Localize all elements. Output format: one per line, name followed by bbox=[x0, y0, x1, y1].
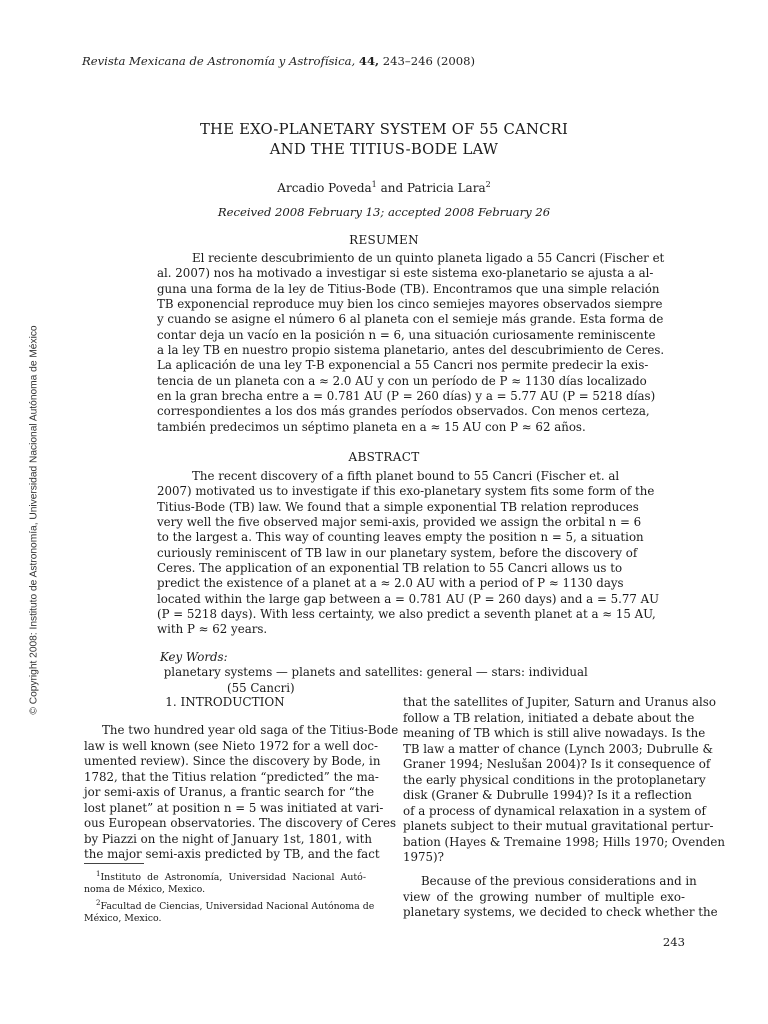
introduction-left-line: umented review). Since the discovery by Bode, in bbox=[84, 754, 381, 769]
resumen-line: contar deja un vacío en la posición n = 6, una situación curiosamente reminiscente bbox=[157, 327, 656, 342]
introduction-right-line: follow a TB relation, initiated a debate about the bbox=[403, 710, 695, 725]
introduction-right-column bbox=[403, 695, 725, 921]
abstract-body bbox=[157, 469, 660, 638]
resumen-line: correspondientes a los dos más grandes períodos observados. Con menos certeza, bbox=[157, 404, 650, 419]
abstract-line: curiously reminiscent of TB law in our planetary system, before the discovery of bbox=[157, 545, 638, 560]
footnote-1-line-2: noma de México, Mexico. bbox=[84, 884, 206, 896]
title-line-1: THE EXO-PLANETARY SYSTEM OF 55 CANCRI bbox=[199, 121, 568, 138]
keywords-label: Key Words: bbox=[160, 650, 228, 664]
journal-reference bbox=[82, 54, 475, 68]
introduction-right-line: that the satellites of Jupiter, Saturn and Uranus also bbox=[403, 695, 716, 709]
resumen-line: y cuando se asigne el número 6 al planeta con el semieje más grande. Esta forma de bbox=[157, 312, 664, 327]
keywords-line-2: (55 Cancri) bbox=[227, 680, 295, 695]
introduction-left-line: by Piazzi on the night of January 1st, 1801, with bbox=[84, 831, 372, 846]
introduction-right-line: TB law a matter of chance (Lynch 2003; Dubrulle & bbox=[403, 741, 714, 756]
paper-title bbox=[82, 120, 686, 160]
paragraph-gap bbox=[403, 866, 685, 874]
introduction-right-line: disk (Graner & Dubrulle 1994)? Is it a reflection bbox=[403, 788, 692, 803]
introduction-right-line: view of the growing number of multiple exo- bbox=[403, 889, 685, 904]
abstract-line: very well the five observed major semi-axis, provided we assign the orbital n = 6 bbox=[157, 515, 642, 530]
introduction-right-line: planetary systems, we decided to check whether the bbox=[403, 905, 718, 920]
page-number: 243 bbox=[662, 935, 685, 949]
resumen-line: guna una forma de la ley de Titius-Bode (TB). Encontramos que una simple relación bbox=[157, 281, 660, 296]
footnote-2-line-2: México, Mexico. bbox=[84, 913, 162, 925]
introduction-right-line: planets subject to their mutual gravitational pertur- bbox=[403, 819, 714, 834]
introduction-left-line: the major semi-axis predicted by TB, and the fact bbox=[84, 847, 380, 862]
resumen-line: también predecimos un séptimo planeta en a ≈ 15 AU con P ≈ 62 años. bbox=[157, 419, 586, 434]
introduction-left-line: law is well known (see Nieto 1972 for a well doc- bbox=[84, 738, 378, 753]
abstract-line: 2007) motivated us to investigate if this exo-planetary system fits some form of the bbox=[157, 484, 655, 499]
journal-volume: 44, bbox=[358, 54, 380, 68]
resumen-line: a la ley TB en nuestro propio sistema planetario, antes del descubrimiento de Ceres. bbox=[157, 343, 665, 358]
introduction-right-line: meaning of TB which is still alive nowadays. Is the bbox=[403, 726, 706, 741]
author-1-affiliation-mark: 1 bbox=[371, 180, 377, 189]
footnote-2-text-a: Facultad de Ciencias, Universidad Nacional Autónoma de bbox=[100, 900, 375, 912]
introduction-right-line: bation (Hayes & Tremaine 1998; Hills 1970; Ovenden bbox=[403, 834, 725, 849]
keywords-line-1: planetary systems — planets and satellites: general — stars: individual bbox=[160, 665, 588, 680]
author-joiner: and bbox=[376, 181, 407, 195]
abstract-line: with P ≈ 62 years. bbox=[157, 622, 268, 637]
author-1: Arcadio Poveda bbox=[277, 181, 372, 195]
footnote-1-text-a: Instituto de Astronomía, Universidad Nacional Autó- bbox=[100, 872, 366, 884]
resumen-line: El reciente descubrimiento de un quinto planeta ligado a 55 Cancri (Fischer et bbox=[192, 251, 665, 265]
footnote-2-line-1 bbox=[84, 897, 375, 913]
introduction-right-line: Graner 1994; Neslušan 2004)? Is it consequence of bbox=[403, 757, 711, 772]
introduction-right-line: Because of the previous considerations and in bbox=[421, 874, 697, 889]
footnote-1-mark: 1 bbox=[96, 870, 101, 878]
resumen-line: La aplicación de una ley T-B exponencial a 55 Cancri nos permite predecir la exis- bbox=[157, 358, 649, 373]
introduction-left-line: ous European observatories. The discovery of Ceres bbox=[84, 816, 397, 831]
footnote-2-mark: 2 bbox=[96, 898, 101, 907]
abstract-line: to the largest a. This way of counting leaves empty the position n = 5, a situation bbox=[157, 530, 644, 545]
introduction-right-line: 1975)? bbox=[403, 850, 444, 865]
abstract-line: Titius-Bode (TB) law. We found that a simple exponential TB relation reproduces bbox=[157, 499, 639, 514]
abstract-line: (P = 5218 days). With less certainty, we also predict a seventh planet at a ≈ 15 AU, bbox=[157, 607, 656, 622]
introduction-left-column bbox=[84, 723, 399, 863]
abstract-line: The recent discovery of a fifth planet bound to 55 Cancri (Fischer et. al bbox=[192, 469, 620, 483]
footnotes bbox=[84, 868, 375, 925]
introduction-left-line: jor semi-axis of Uranus, a frantic search for “the bbox=[84, 785, 375, 800]
introduction-right-line: the early physical conditions in the protoplanetary bbox=[403, 772, 706, 787]
abstract-line: located within the large gap between a = 0.781 AU (P = 260 days) and a = 5.77 AU bbox=[157, 591, 660, 606]
author-2: Patricia Lara bbox=[406, 181, 486, 195]
journal-pages-year: 243–246 (2008) bbox=[382, 54, 476, 68]
journal-name: Revista Mexicana de Astronomía y Astrofísica, bbox=[82, 54, 356, 68]
abstract-line: Ceres. The application of an exponential TB relation to 55 Cancri allows us to bbox=[157, 561, 623, 576]
resumen-line: en la gran brecha entre a = 0.781 AU (P = 260 días) y a = 5.77 AU (P = 5218 días) bbox=[157, 389, 656, 404]
introduction-right-line: of a process of dynamical relaxation in a system of bbox=[403, 803, 706, 818]
resumen-line: TB exponencial reproduce muy bien los cinco semiejes mayores observados siempre bbox=[157, 297, 663, 312]
resumen-line: al. 2007) nos ha motivado a investigar si este sistema exo-planetario se ajusta a al- bbox=[157, 266, 654, 281]
side-copyright-notice: © Copyright 2008: Instituto de Astronomía, Universidad Nacional Autónoma de México bbox=[28, 325, 40, 715]
received-dates: Received 2008 February 13; accepted 2008 February 26 bbox=[217, 205, 551, 219]
author-2-affiliation-mark: 2 bbox=[485, 180, 491, 189]
introduction-heading: 1. INTRODUCTION bbox=[165, 695, 285, 709]
keywords bbox=[160, 650, 612, 696]
abstract-heading: ABSTRACT bbox=[348, 450, 420, 464]
resumen-line: tencia de un planeta con a ≈ 2.0 AU y con un período de P ≈ 1130 días localizado bbox=[157, 373, 647, 388]
resumen-body bbox=[157, 251, 665, 435]
abstract-line: predict the existence of a planet at a ≈ 2.0 AU with a period of P ≈ 1130 days bbox=[157, 576, 624, 591]
footnote-rule bbox=[84, 863, 144, 864]
author-list bbox=[82, 180, 686, 195]
title-line-2: AND THE TITIUS-BODE LAW bbox=[269, 141, 499, 158]
introduction-left-line: 1782, that the Titius relation “predicted” the ma- bbox=[84, 769, 379, 784]
introduction-left-line: lost planet” at position n = 5 was initiated at vari- bbox=[84, 800, 384, 815]
footnote-1-line-1 bbox=[84, 868, 366, 884]
introduction-left-line: The two hundred year old saga of the Titius-Bode bbox=[102, 723, 399, 737]
resumen-heading: RESUMEN bbox=[349, 233, 419, 247]
